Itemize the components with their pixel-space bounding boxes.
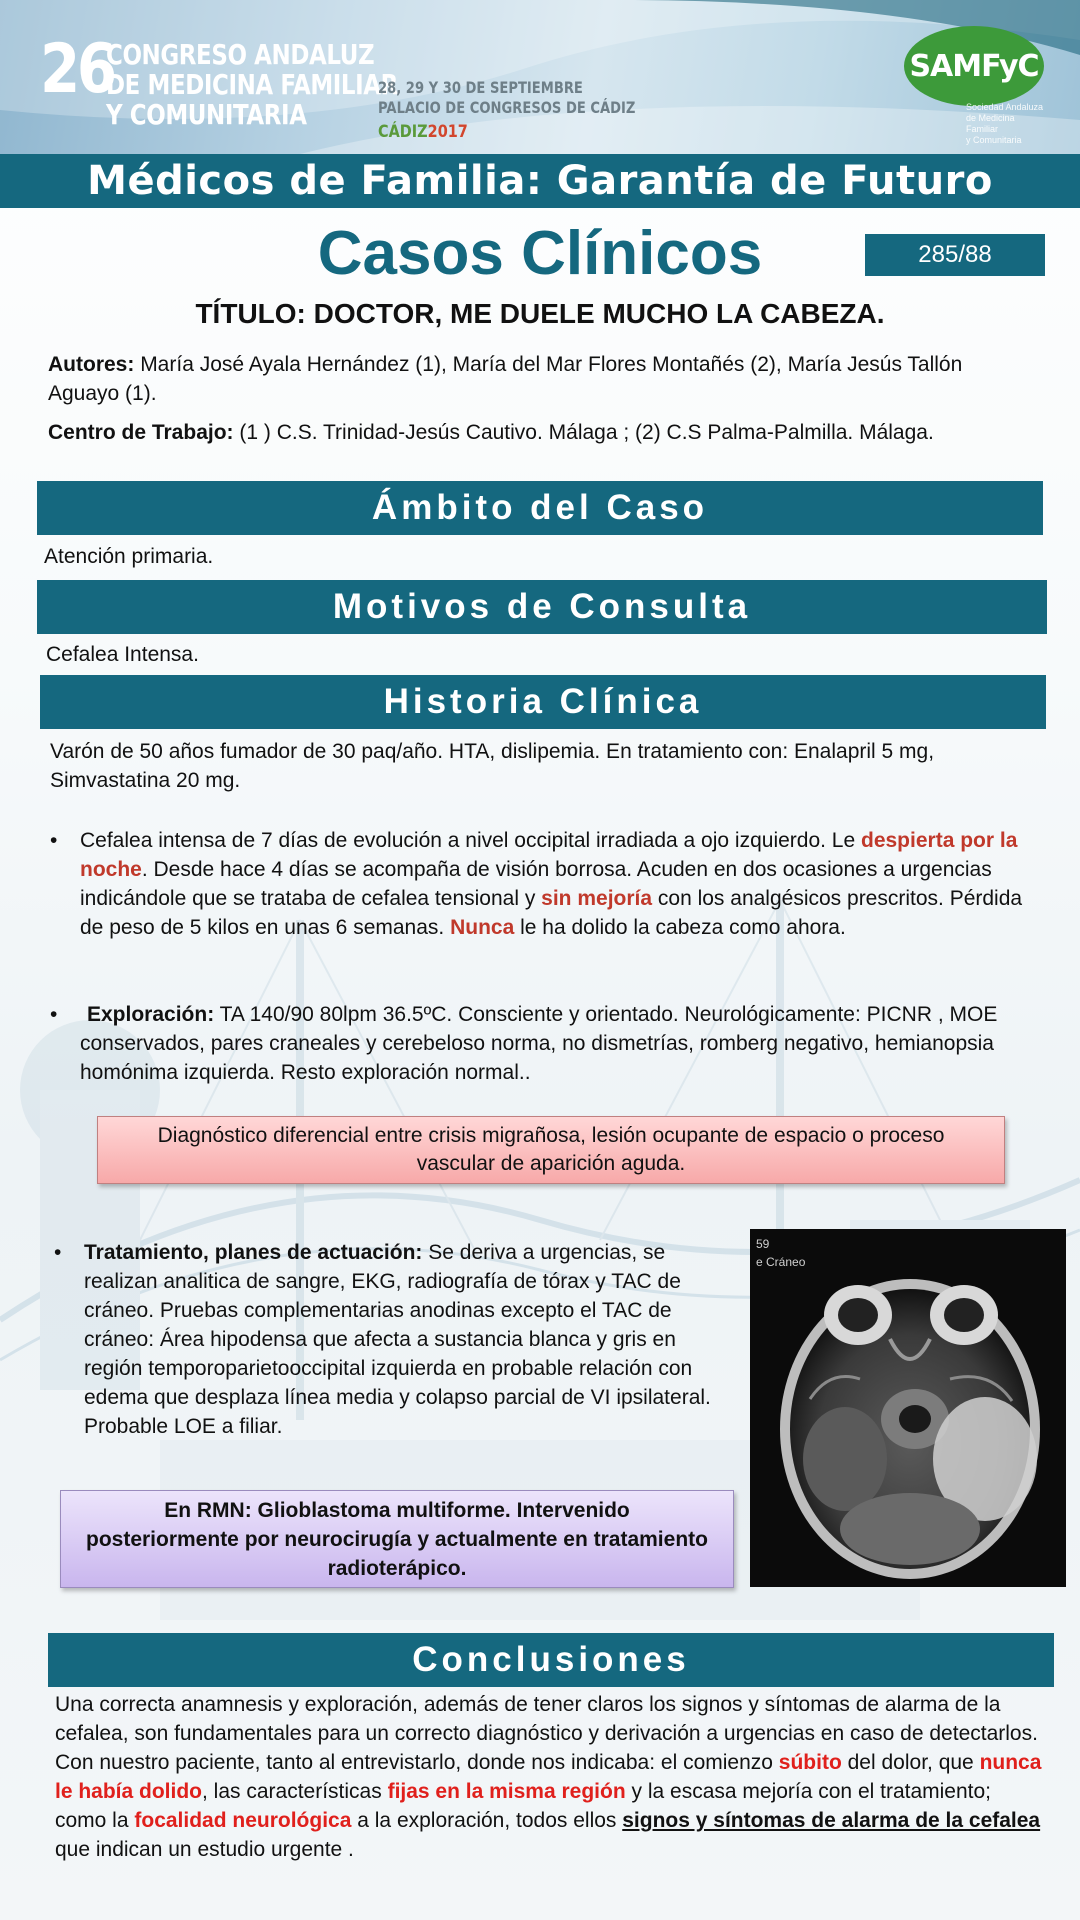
concl-highlight-4: focalidad neurológica (134, 1809, 352, 1832)
brain-mri-illustration (750, 1229, 1066, 1587)
authors-text: María José Ayala Hernández (1), María del Mar Flores Montañés (2), María Jesús Tallón Aguayo (1). (48, 353, 963, 405)
symptoms-highlight-1: despierta por la noche (80, 829, 1018, 881)
tratamiento-text: Se deriva a urgencias, se realizan analitica de sangre, EKG, radiografía de tórax y TAC de cráneo. Pruebas complementarias anodinas excepto el TAC de cráneo: Área hipodensa que afecta a sustancia blanca y gris en región temporoparietooccipital izquierda en probable relación con edema que desplaza línea media y colapso parcial de VI ipsilateral. Probable LOE a filiar. (84, 1241, 711, 1438)
historia-bullet-exploracion (50, 1000, 1042, 1087)
concl-text-6: que indican un estudio urgente . (55, 1838, 354, 1861)
tratamiento-label: Tratamiento, planes de actuación: (84, 1241, 423, 1264)
historia-bullet-symptoms (50, 826, 1042, 942)
historia-intro: Varón de 50 años fumador de 30 paq/año. HTA, dislipemia. En tratamiento con: Enalapril 5 mg, Simvastatina 20 mg. (50, 740, 935, 792)
rmn-result-box: En RMN: Glioblastoma multiforme. Intervenido posteriormente por neurocirugía y actualmente en tratamiento radioterápico. (60, 1490, 734, 1588)
workplace (48, 418, 1038, 447)
congress-venue: PALACIO DE CONGRESOS DE CÁDIZ (378, 98, 636, 117)
concl-text-4: y la escasa mejoría con el tratamiento; como la (55, 1780, 992, 1832)
scan-label-number: 59 (756, 1237, 770, 1251)
symptoms-highlight-3: Nunca (450, 916, 515, 939)
section-historia-header: Historia Clínica (40, 675, 1046, 729)
poster-heading: Casos Clínicos (317, 219, 763, 288)
congress-year: 2017 (427, 122, 468, 142)
concl-highlight-1: súbito (778, 1751, 842, 1774)
exploracion-label: Exploración: (87, 1003, 215, 1026)
workplace-label: Centro de Trabajo: (48, 421, 234, 444)
reference-badge: 285/88 (865, 234, 1045, 276)
brain-scan-image (750, 1229, 1066, 1587)
logo-text: SAMFyC (909, 48, 1039, 84)
case-title: TÍTULO: DOCTOR, ME DUELE MUCHO LA CABEZA. (195, 298, 885, 329)
bullet-dot: • (54, 1241, 62, 1264)
scan-label (756, 1235, 805, 1271)
logo-subtitle: Sociedad Andaluza de Medicina Familiar y Comunitaria (966, 102, 1044, 145)
historia-bullet-tratamiento (54, 1238, 734, 1441)
symptoms-text-4: le ha dolido la cabeza como ahora. (514, 916, 846, 939)
congress-city-year (378, 122, 468, 142)
congress-number: 26 (40, 30, 114, 109)
symptoms-text-2: . Desde hace 4 días se acompaña de visión borrosa. Acuden en dos ocasiones a urgencias indicándole que se trataba de cefalea tensional y (80, 858, 992, 910)
symptoms-text-3: con los analgésicos prescritos. Pérdida de peso de 5 kilos en unas 6 semanas. (80, 887, 1023, 939)
congress-city: CÁDIZ (378, 122, 428, 142)
symptoms-highlight-2: sin mejoría (541, 887, 653, 910)
congress-date-text: 28, 29 Y 30 DE SEPTIEMBRE (378, 78, 583, 97)
exploracion-text: TA 140/90 80lpm 36.5ºC. Consciente y orientado. Neurológicamente: PICNR , MOE conservados, pares craneales y cerebeloso norma, no dismetrías, romberg negativo, hemianopsia homónima izquierda. Resto exploración normal.. (80, 1003, 998, 1084)
diagnosis-box: Diagnóstico diferencial entre crisis migrañosa, lesión ocupante de espacio o proceso vascular de aparición aguda. (97, 1116, 1005, 1184)
slogan-bar: Médicos de Familia: Garantía de Futuro (0, 154, 1080, 208)
bullet-dot: • (50, 1003, 58, 1026)
congress-dates (378, 78, 635, 118)
authors-label: Autores: (48, 353, 135, 376)
section-conclusiones-header: Conclusiones (48, 1633, 1054, 1687)
congress-name (106, 40, 398, 130)
concl-underlined: signos y síntomas de alarma de la cefalea (622, 1809, 1041, 1832)
congress-line-2: DE MEDICINA FAMILIAR (106, 68, 398, 101)
congress-line-1: CONGRESO ANDALUZ (106, 38, 375, 71)
ambito-text: Atención primaria. (44, 545, 214, 568)
concl-highlight-3: fijas en la misma región (387, 1780, 626, 1803)
conclusiones-text (55, 1690, 1045, 1864)
motivos-text: Cefalea Intensa. (46, 643, 199, 666)
concl-text-2: del dolor, que (841, 1751, 980, 1774)
workplace-text: (1 ) C.S. Trinidad-Jesús Cautivo. Málaga ; (2) C.S Palma-Palmilla. Málaga. (239, 421, 934, 444)
authors (48, 350, 1038, 408)
bullet-dot: • (50, 829, 58, 852)
congress-banner (0, 0, 1080, 154)
section-ambito-header: Ámbito del Caso (37, 481, 1043, 535)
symptoms-text-1: Cefalea intensa de 7 días de evolución a nivel occipital irradiada a ojo izquierdo. Le (80, 829, 861, 852)
concl-text-1: Una correcta anamnesis y exploración, además de tener claros los signos y síntomas de alarma de la cefalea, son fundamentales para un correcto diagnóstico y derivación a urgencias en caso de detectarlos. Con nuestro paciente, tanto al entrevistarlo, donde nos indicaba: el comienzo (55, 1693, 1038, 1774)
congress-line-3: Y COMUNITARIA (106, 98, 307, 131)
concl-highlight-2: nunca le había dolido (55, 1751, 1042, 1803)
concl-text-5: a la exploración, todos ellos (351, 1809, 623, 1832)
section-motivos-header: Motivos de Consulta (37, 580, 1047, 634)
scan-label-text: e Cráneo (756, 1255, 806, 1269)
samfyc-logo (902, 20, 1046, 145)
concl-text-3: , las características (202, 1780, 388, 1803)
